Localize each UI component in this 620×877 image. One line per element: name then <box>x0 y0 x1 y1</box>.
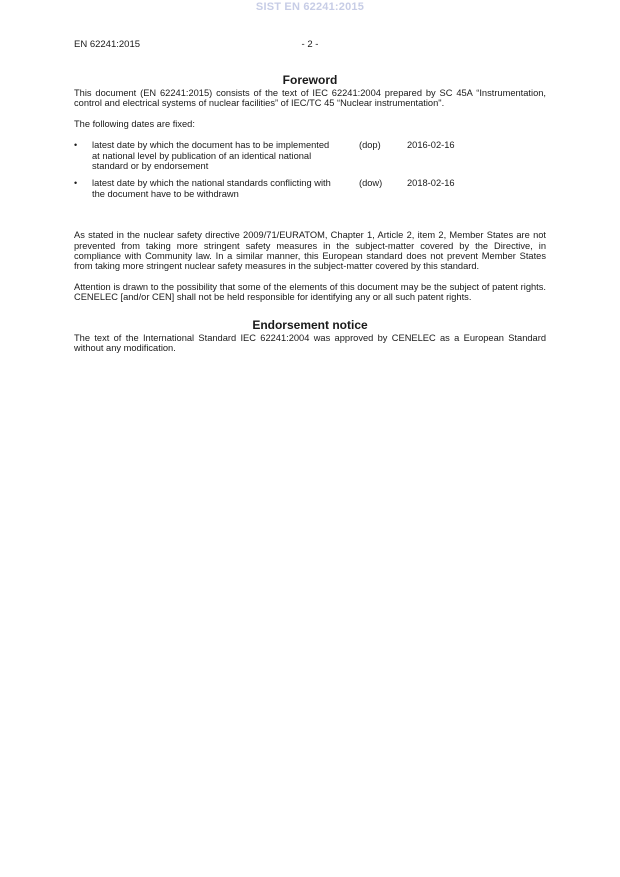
patent-paragraph: Attention is drawn to the possibility that some of the elements of this document may be the subject of patent rights. CENELEC [and/or CEN] shall not be held responsible for identifying any or all such patent rights. <box>74 281 546 303</box>
date-item-dow <box>74 178 546 199</box>
date-abbreviation: (dop) <box>359 140 381 151</box>
bullet-icon: • <box>74 140 78 151</box>
watermark: SIST EN 62241:2015 <box>255 1 365 13</box>
endorsement-heading: Endorsement notice <box>252 317 368 332</box>
bullet-icon: • <box>74 178 78 189</box>
date-description: latest date by which the document has to be implemented at national level by publication of an identical national standard or by endorsement <box>92 140 330 172</box>
directive-paragraph: As stated in the nuclear safety directive 2009/71/EURATOM, Chapter 1, Article 2, item 2, Member States are not prevented from taking more stringent safety measures in the subject-matter covered by the Directive, in compliance with Community law. In a similar manner, this European standard does not prevent Member States from taking more stringent nuclear safety measures in the subject-matter covered by this standard. <box>74 230 546 272</box>
date-item-dop <box>74 140 546 171</box>
endorsement-paragraph: The text of the International Standard IEC 62241:2004 was approved by CENELEC as a European Standard without any modification. <box>74 332 546 354</box>
fixed-dates-list <box>74 140 546 199</box>
date-value: 2016-02-16 <box>407 140 455 151</box>
running-header <box>74 39 546 53</box>
dates-intro-paragraph: The following dates are fixed: <box>74 118 195 129</box>
page-number: - 2 - <box>301 39 319 50</box>
foreword-intro-paragraph: This document (EN 62241:2015) consists of the text of IEC 62241:2004 prepared by SC 45A “Instrumentation, control and electrical systems of nuclear facilities” of IEC/TC 45 “Nuclear instrumentation". <box>74 88 546 109</box>
page-content <box>74 72 546 354</box>
date-abbreviation: (dow) <box>359 178 383 189</box>
foreword-heading: Foreword <box>282 73 338 87</box>
date-description: latest date by which the national standards conflicting with the document have to be withdrawn <box>92 178 331 199</box>
date-value: 2018-02-16 <box>407 178 455 189</box>
standard-id: EN 62241:2015 <box>74 39 141 50</box>
